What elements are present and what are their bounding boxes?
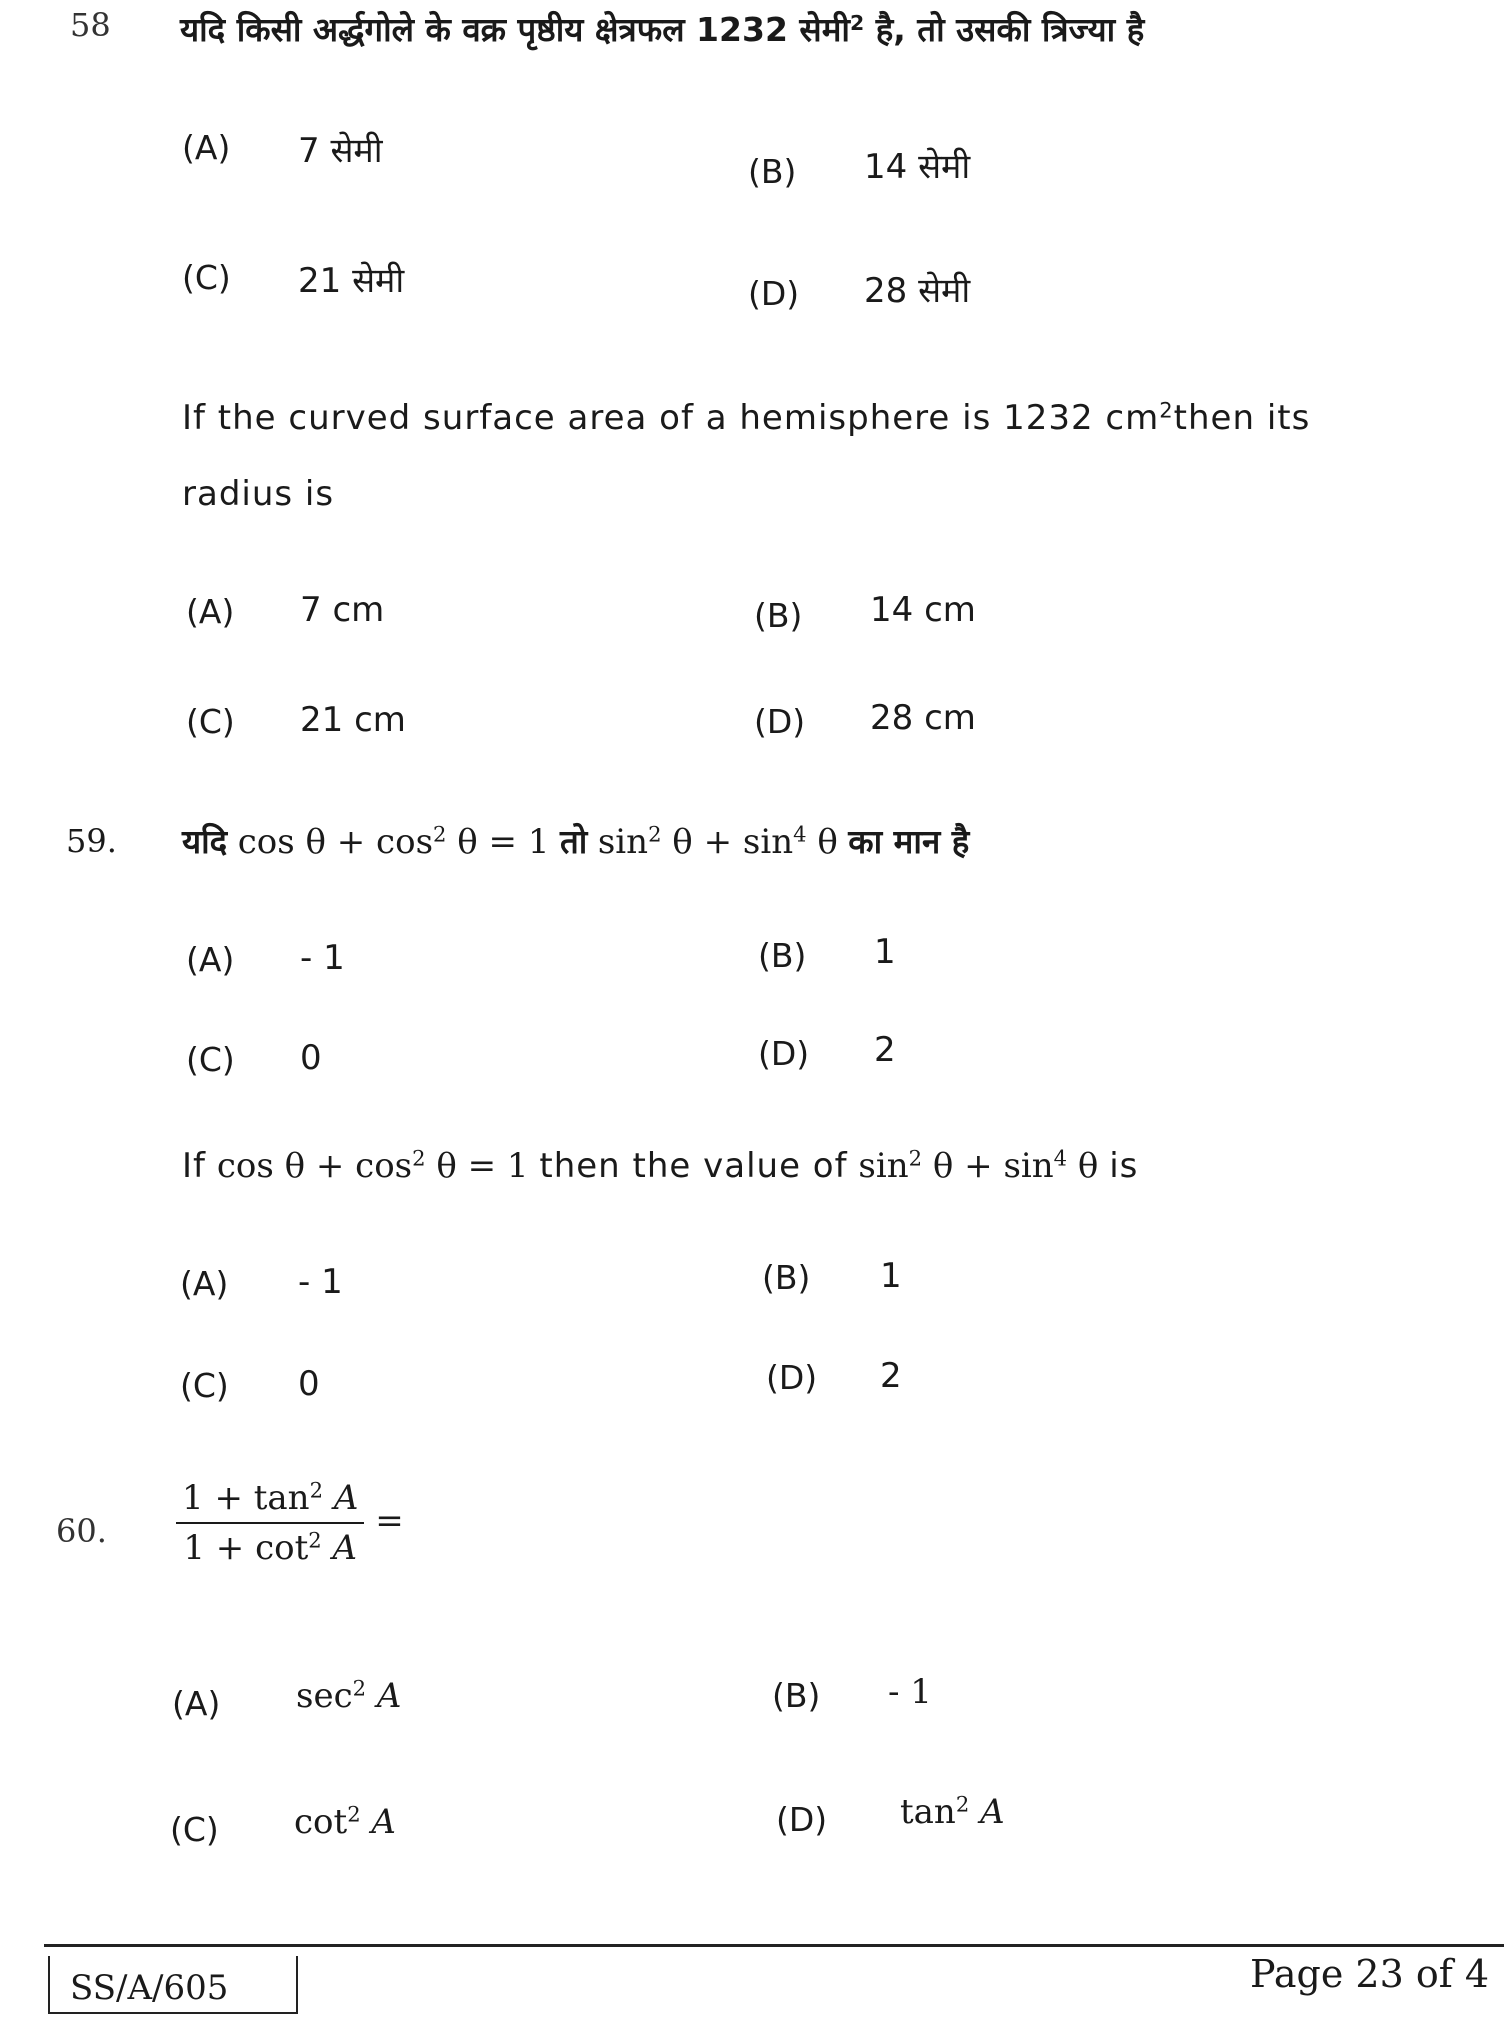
option-label-c: (C) — [182, 258, 231, 297]
option-value-d: 2 — [874, 1030, 896, 1070]
question-text-hindi — [180, 6, 1144, 51]
math-expression — [858, 1146, 1098, 1186]
fraction-denominator — [177, 1524, 363, 1568]
math-part: tan — [900, 1792, 956, 1832]
option-label-d: (D) — [758, 1034, 810, 1073]
math-part: θ — [1067, 1146, 1099, 1186]
question-text-hindi-prefix: यदि — [182, 822, 228, 861]
superscript: 2 — [908, 1145, 923, 1171]
option-label-a: (A) — [182, 128, 231, 167]
math-part: 1 + cot — [183, 1528, 309, 1568]
option-label-d: (D) — [754, 702, 806, 741]
math-part: 1 + tan — [182, 1478, 310, 1518]
paper-code: SS/A/605 — [48, 1956, 298, 2014]
math-part: sin — [858, 1146, 909, 1186]
question-text-hindi — [182, 818, 969, 863]
math-part: θ = 1 — [425, 1146, 529, 1186]
page-number: Page 23 of 4 — [1250, 1952, 1490, 1996]
math-part: θ — [806, 822, 838, 862]
question-text-hindi-tail: है, तो उसकी त्रिज्या है — [864, 10, 1145, 49]
question-number: 58 — [70, 6, 111, 44]
superscript: 2 — [412, 1145, 426, 1171]
option-label-b: (B) — [772, 1676, 821, 1715]
superscript: 2 — [308, 1527, 322, 1553]
math-part: sin — [597, 822, 649, 862]
superscript: 2 — [309, 1477, 323, 1503]
option-label-b: (B) — [762, 1258, 811, 1297]
option-value-c: 0 — [298, 1364, 320, 1404]
fraction — [176, 1478, 364, 1568]
question-text-hindi-main: यदि किसी अर्द्धगोले के वक्र पृष्ठीय क्षेत्रफल 1232 सेमी — [180, 10, 850, 49]
fraction-expression — [176, 1478, 404, 1568]
math-part: sec — [296, 1676, 353, 1716]
question-text-english-tail: then its — [1173, 398, 1311, 438]
option-value-c: 0 — [300, 1038, 322, 1078]
math-variable: A — [333, 1478, 359, 1518]
question-text-english-line2: radius is — [182, 474, 335, 514]
math-part: θ + sin — [922, 1146, 1054, 1186]
superscript: 2 — [352, 1675, 367, 1701]
option-label-d: (D) — [766, 1358, 818, 1397]
math-part: θ + sin — [661, 822, 794, 862]
superscript: 2 — [347, 1801, 361, 1827]
option-label-a: (A) — [180, 1264, 229, 1303]
footer-divider — [44, 1944, 1504, 1947]
option-value-c: 21 cm — [300, 700, 406, 740]
option-label-b: (B) — [758, 936, 807, 975]
option-value-a: - 1 — [300, 938, 345, 978]
option-label-b: (B) — [748, 152, 797, 191]
question-text-hindi-suffix: का मान है — [848, 822, 970, 861]
superscript: 2 — [849, 10, 865, 35]
option-label-d: (D) — [748, 274, 800, 313]
option-value-a: 7 cm — [300, 590, 385, 630]
math-part: - 1 — [888, 1672, 932, 1712]
math-part: cos θ + cos — [237, 822, 434, 862]
question-text-english — [182, 1146, 1138, 1186]
option-value-d — [900, 1792, 1005, 1832]
superscript: 2 — [1159, 397, 1174, 423]
question-number: 59. — [66, 822, 117, 860]
option-label-c: (C) — [170, 1810, 219, 1849]
option-value-b: 14 सेमी — [864, 147, 971, 187]
option-value-a — [296, 1676, 401, 1716]
math-expression — [598, 822, 838, 862]
math-part: cot — [294, 1802, 348, 1842]
superscript: 2 — [648, 821, 662, 847]
option-label-c: (C) — [180, 1366, 229, 1405]
superscript: 4 — [793, 821, 807, 847]
question-text-english-prefix: If — [182, 1146, 206, 1186]
option-value-d: 2 — [880, 1356, 902, 1396]
question-text-english — [182, 398, 1310, 438]
equals-sign: = — [375, 1501, 404, 1541]
question-text-hindi-mid: तो — [559, 822, 588, 861]
math-expression — [238, 822, 550, 862]
option-value-d: 28 सेमी — [864, 271, 971, 311]
option-value-d: 28 cm — [870, 698, 976, 738]
option-value-b: 1 — [880, 1256, 902, 1296]
superscript: 2 — [433, 821, 447, 847]
superscript: 4 — [1053, 1145, 1068, 1171]
math-variable: A — [332, 1528, 358, 1568]
math-variable: A — [371, 1802, 396, 1842]
option-label-a: (A) — [172, 1684, 221, 1723]
option-value-b: 1 — [874, 932, 896, 972]
question-number: 60. — [56, 1512, 107, 1550]
math-part: θ = 1 — [446, 822, 550, 862]
math-variable: A — [980, 1792, 1005, 1832]
option-label-c: (C) — [186, 1040, 235, 1079]
option-label-c: (C) — [186, 702, 235, 741]
question-text-english-main: If the curved surface area of a hemisphere is 1232 cm — [182, 398, 1160, 438]
option-value-b: 14 cm — [870, 590, 976, 630]
superscript: 2 — [955, 1791, 970, 1817]
math-variable: A — [376, 1676, 402, 1716]
fraction-numerator — [176, 1478, 364, 1524]
question-text-english-suffix: is — [1109, 1146, 1139, 1186]
option-label-a: (A) — [186, 592, 235, 631]
option-value-b — [888, 1672, 932, 1712]
math-part: cos θ + cos — [216, 1146, 413, 1186]
option-label-a: (A) — [186, 940, 235, 979]
option-label-b: (B) — [754, 596, 803, 635]
option-value-a: - 1 — [298, 1262, 343, 1302]
option-value-c: 21 सेमी — [298, 261, 405, 301]
math-expression — [217, 1146, 529, 1186]
option-value-c — [294, 1802, 396, 1842]
question-text-english-mid: then the value of — [539, 1146, 848, 1186]
option-label-d: (D) — [776, 1800, 828, 1839]
option-value-a: 7 सेमी — [298, 131, 383, 171]
